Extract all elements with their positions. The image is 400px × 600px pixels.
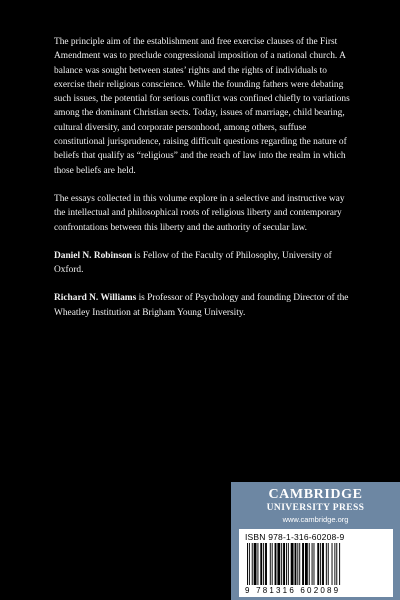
- barcode-bar: [305, 543, 308, 585]
- author-bio-robinson: [54, 249, 354, 278]
- barcode-bar: [295, 543, 297, 585]
- barcode-bar: [263, 543, 264, 585]
- barcode-bar: [317, 543, 319, 585]
- barcode-bar: [272, 543, 273, 585]
- author-name-robinson: Daniel N. Robinson: [54, 250, 132, 261]
- barcode-bar: [339, 543, 340, 585]
- barcode-bar: [334, 543, 335, 585]
- barcode-bar: [265, 543, 267, 585]
- blurb-text: [54, 35, 354, 334]
- author-name-williams: Richard N. Williams: [54, 293, 137, 304]
- blurb-paragraph-2: The essays collected in this volume explore in a selective and instructive way the intellectual and philosophical roots of religious liberty and contemporary confrontations between this liberty and the authority of secular law.: [54, 193, 345, 233]
- barcode-icon: [245, 543, 387, 585]
- barcode-bar: [320, 543, 321, 585]
- author-bio-williams: [54, 291, 354, 320]
- barcode-bar: [286, 543, 287, 585]
- barcode-bar: [291, 543, 294, 585]
- publisher-subtitle: UNIVERSITY PRESS: [266, 503, 365, 513]
- barcode-bar: [326, 543, 327, 585]
- publisher-box: [231, 482, 400, 600]
- publisher-url: www.cambridge.org: [282, 515, 349, 524]
- barcode-bar: [297, 543, 298, 585]
- barcode-panel: [239, 529, 393, 597]
- barcode-bar: [322, 543, 324, 585]
- barcode-bar: [275, 543, 277, 585]
- blurb-paragraph-1: The principle aim of the establishment and free exercise clauses of the First Amendment was to preclude congressional imposition of a national church. A balance was sought between states’ rights and the rights of individuals to exercise their religious conscience. While the founding fathers were debating such issues, the potential for serious conflict was confined chiefly to variations among the dominant Christian sects. Today, issues of marriage, child bearing, cultural diversity, and corporate personhood, among others, suffuse constitutional jurisprudence, raising difficult questions regarding the nature of beliefs that qualify as “religious” and the reach of law into the realm in which those beliefs are held.: [54, 37, 350, 176]
- barcode-bar: [252, 543, 253, 585]
- barcode-bar: [283, 543, 285, 585]
- barcode-bar: [270, 543, 271, 585]
- barcode-bar: [314, 543, 315, 585]
- barcode-bar: [332, 543, 333, 585]
- barcode-bar: [277, 543, 280, 585]
- barcode-bar: [257, 543, 258, 585]
- barcode-bar: [281, 543, 282, 585]
- barcode-bar: [302, 543, 304, 585]
- author-bio-text-williams: is Professor of Psychology and founding Director of the Wheatley Institution at Brigham Young University.: [54, 293, 349, 318]
- author-bio-text-robinson: is Fellow of the Faculty of Philosophy, University of Oxford.: [54, 250, 332, 276]
- barcode-bar: [247, 543, 248, 585]
- barcode-bar: [254, 543, 257, 585]
- barcode-bar: [299, 543, 300, 585]
- barcode-bar: [309, 543, 310, 585]
- barcode-bar: [260, 543, 262, 585]
- barcode-bar: [288, 543, 289, 585]
- barcode-bar: [336, 543, 337, 585]
- barcode-bar: [312, 543, 313, 585]
- barcode-bar: [328, 543, 329, 585]
- publisher-name: CAMBRIDGE: [268, 487, 363, 502]
- barcode-bar: [249, 543, 250, 585]
- barcode-digits: 9 781316 602089: [245, 586, 341, 595]
- isbn-label: ISBN 978-1-316-60208-9: [245, 532, 345, 542]
